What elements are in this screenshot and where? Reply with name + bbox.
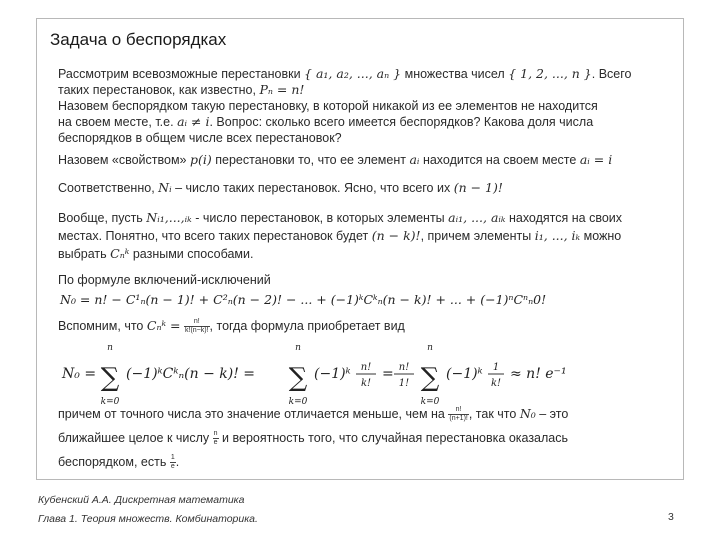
fraction-den: k!(n−k)! (185, 327, 209, 335)
text-span: местах. Понятно, что всего таких перестановок будет (58, 229, 369, 243)
inclusion-exclusion-formula: N₀ = n! − C¹ₙ(n − 1)! + C²ₙ(n − 2)! − ... + (−1)ᵏCᵏₙ(n − k)! + ... + (−1)ⁿCⁿₙ0! (60, 292, 547, 307)
math-formula: Nᵢ (158, 180, 172, 195)
text-line-2 (58, 82, 304, 98)
math-formula: (n − 1)! (453, 180, 503, 195)
text-line-4 (58, 114, 593, 130)
math-formula: aᵢ₁, ..., aᵢₖ (448, 210, 506, 225)
text-line-6 (58, 152, 612, 168)
text-span: ближайшее целое к числу (58, 431, 210, 445)
text-span: - число перестановок, в которых элементы (195, 211, 445, 225)
text-span: . (175, 455, 180, 469)
footer-line-2: Глава 1. Теория множеств. Комбинаторика. (38, 513, 258, 525)
text-span: . Вопрос: сколько всего имеется беспорядков? Какова доля числа (209, 115, 594, 129)
text-line-11: По формуле включений-исключений (58, 273, 271, 287)
text-span: Вспомним, что (58, 319, 144, 333)
derangement-formula (60, 336, 567, 412)
text-span: находятся на своих (508, 211, 623, 225)
text-line-13 (58, 318, 405, 335)
sigma-icon: ∑ (288, 363, 308, 393)
sum-bottom: k=0 (100, 397, 120, 407)
fraction-num: n! (184, 318, 210, 327)
sum-top: n (107, 343, 113, 353)
sum-top: n (295, 343, 301, 353)
sum-bottom: k=0 (288, 397, 308, 407)
text-span: можно (583, 229, 622, 243)
math-formula: i₁, ..., iₖ (534, 228, 581, 243)
text-span: выбрать (58, 247, 107, 261)
approx-value: ≈ n! e⁻¹ (510, 366, 567, 382)
text-line-8 (58, 210, 622, 226)
text-span: на своем месте, т.е. (58, 115, 174, 129)
text-span: множества чисел (404, 67, 505, 81)
text-span: , причем элементы (420, 229, 532, 243)
text-span: беспорядком, есть (58, 455, 167, 469)
formula-lhs: N₀ = (62, 366, 97, 382)
text-span: Рассмотрим всевозможные перестановки (58, 67, 301, 81)
math-formula: aᵢ = i (579, 152, 613, 167)
text-span: – число таких перестановок. Ясно, что всего их (175, 181, 451, 195)
math-formula: (n − k)! (371, 228, 421, 243)
math-set: { a₁, a₂, ..., aₙ } (304, 66, 402, 81)
sum-bottom: k=0 (420, 397, 440, 407)
math-formula: p(i) (190, 152, 212, 167)
frac2-num: 1 (492, 362, 500, 373)
fraction (184, 318, 210, 335)
fraction-num: 1 (170, 454, 175, 462)
fraction-num: n! (448, 406, 468, 415)
text-span: и вероятность того, что случайная перестановка оказалась (222, 431, 569, 445)
sigma-icon: ∑ (420, 363, 440, 393)
math-formula: Cₙᵏ = (146, 318, 181, 333)
math-formula: Pₙ = n! (259, 82, 305, 97)
text-span: Соответственно, (58, 181, 155, 195)
fraction-den: e (213, 439, 218, 447)
text-span: причем от точного числа это значение отличается меньше, чем на (58, 407, 445, 421)
sum-top: n (427, 343, 433, 353)
math-formula: Cₙᵏ (110, 246, 130, 261)
term-1: (−1)ᵏCᵏₙ(n − k)! = (126, 366, 256, 382)
text-span: Назовем «свойством» (58, 153, 187, 167)
text-span: Вообще, пусть (58, 211, 143, 225)
sigma-icon: ∑ (100, 363, 120, 393)
text-span: – это (539, 407, 569, 421)
text-span: , так что (468, 407, 517, 421)
text-line-15 (58, 430, 568, 447)
fac-den: 1! (398, 378, 410, 389)
frac1-num: n! (360, 362, 372, 373)
math-set: { 1, 2, ..., n } (508, 66, 592, 81)
text-line-10 (58, 246, 253, 262)
term-3: (−1)ᵏ (446, 366, 483, 382)
text-span: перестановки то, что ее элемент (215, 153, 406, 167)
fraction (448, 406, 468, 423)
math-formula: Nᵢ₁,...,ᵢₖ (146, 210, 192, 225)
text-span: разными способами. (132, 247, 254, 261)
footer-line-1: Кубенский А.А. Дискретная математика (38, 494, 245, 506)
equals: = (382, 366, 394, 382)
page-number: 3 (668, 511, 674, 523)
text-span: , тогда формула приобретает вид (209, 319, 405, 333)
fac-num: n! (398, 362, 410, 373)
text-line-16 (58, 454, 179, 471)
text-line-5: беспорядков в общем числе всех перестановок? (58, 131, 342, 145)
frac2-den: k! (490, 378, 502, 389)
frac1-den: k! (360, 378, 372, 389)
slide-title: Задача о беспорядках (50, 30, 227, 49)
math-formula: aᵢ ≠ i (177, 114, 210, 129)
fraction-den: e (170, 463, 175, 471)
text-span: таких перестановок, как известно, (58, 83, 256, 97)
text-span: . Всего (591, 67, 632, 81)
math-formula: aᵢ (409, 152, 420, 167)
text-line-14 (58, 406, 568, 423)
fraction (213, 430, 219, 447)
text-span: находится на своем месте (422, 153, 577, 167)
text-line-3: Назовем беспорядком такую перестановку, в которой никакой из ее элементов не находится (58, 99, 598, 113)
fraction-num: n (213, 430, 218, 438)
text-line-7 (58, 180, 503, 196)
text-line-1 (58, 66, 632, 82)
text-line-9 (58, 228, 621, 244)
fraction-den: (n+1)! (449, 415, 468, 423)
math-formula: N₀ (519, 406, 536, 421)
term-2: (−1)ᵏ (314, 366, 351, 382)
